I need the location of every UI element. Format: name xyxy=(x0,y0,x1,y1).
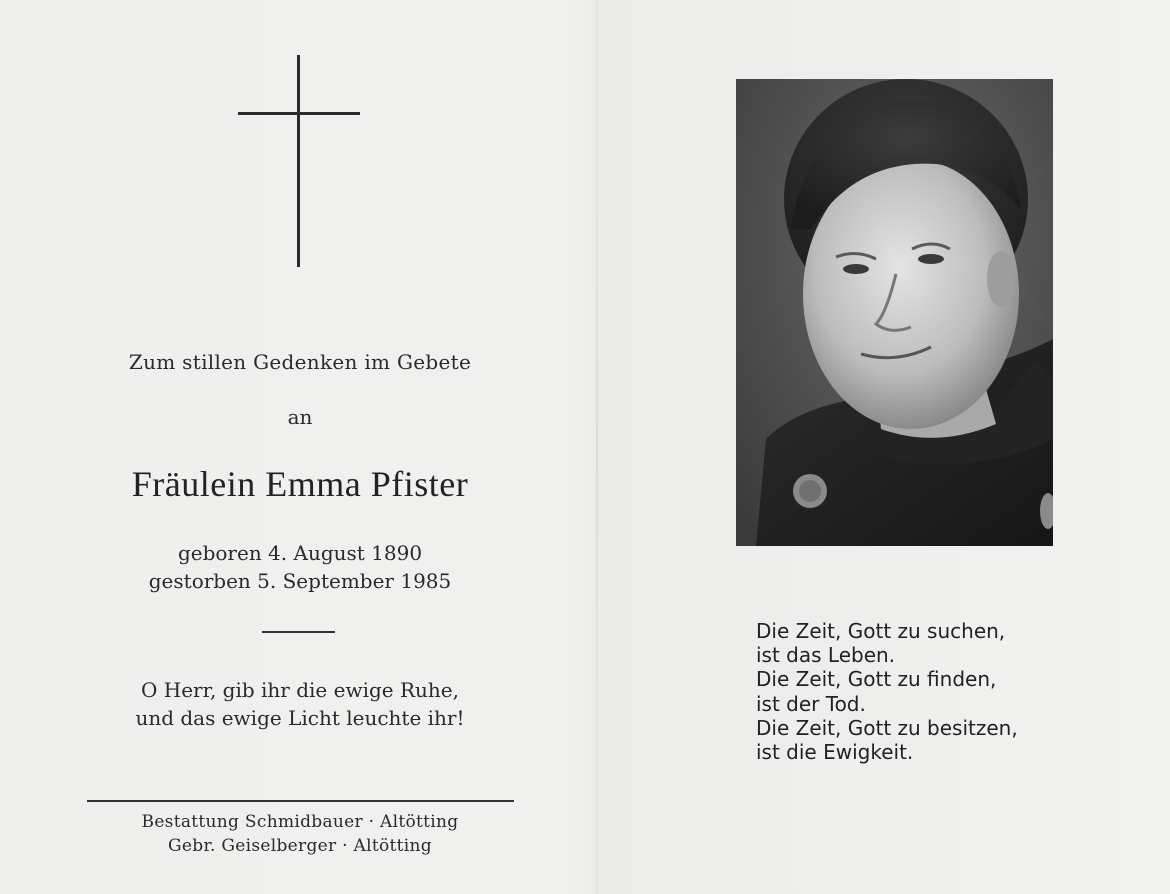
intro-text: Zum stillen Gedenken im Gebete xyxy=(128,350,472,374)
funeral-home-line-2: Gebr. Geiselberger · Altötting xyxy=(168,836,432,856)
poem-line: Die Zeit, Gott zu suchen, xyxy=(756,619,1006,643)
prayer-line-1: O Herr, gib ihr die ewige Ruhe, xyxy=(141,678,459,702)
preposition-text: an xyxy=(287,405,313,429)
prayer-line-2: und das ewige Licht leuchte ihr! xyxy=(135,706,465,730)
poem-line: Die Zeit, Gott zu besitzen, xyxy=(756,715,1018,740)
poem-line: ist das Leben. xyxy=(756,643,896,668)
cross-icon xyxy=(297,55,300,267)
divider-long xyxy=(87,800,514,802)
poem-line: ist die Ewigkeit. xyxy=(756,740,914,765)
birth-date: geboren 4. August 1890 xyxy=(177,541,423,565)
card-fold xyxy=(596,0,598,894)
poem-line: Die Zeit, Gott zu finden, xyxy=(756,667,997,692)
poem-line: ist der Tod. xyxy=(756,691,866,716)
divider-short xyxy=(262,631,335,633)
funeral-home-line-1: Bestattung Schmidbauer · Altötting xyxy=(141,812,459,832)
deceased-name: Fräulein Emma Pfister xyxy=(131,464,469,504)
cross-icon-crossbar xyxy=(238,112,360,115)
portrait-photo xyxy=(736,79,1053,546)
poem xyxy=(756,619,1018,764)
death-date: gestorben 5. September 1985 xyxy=(148,569,452,593)
